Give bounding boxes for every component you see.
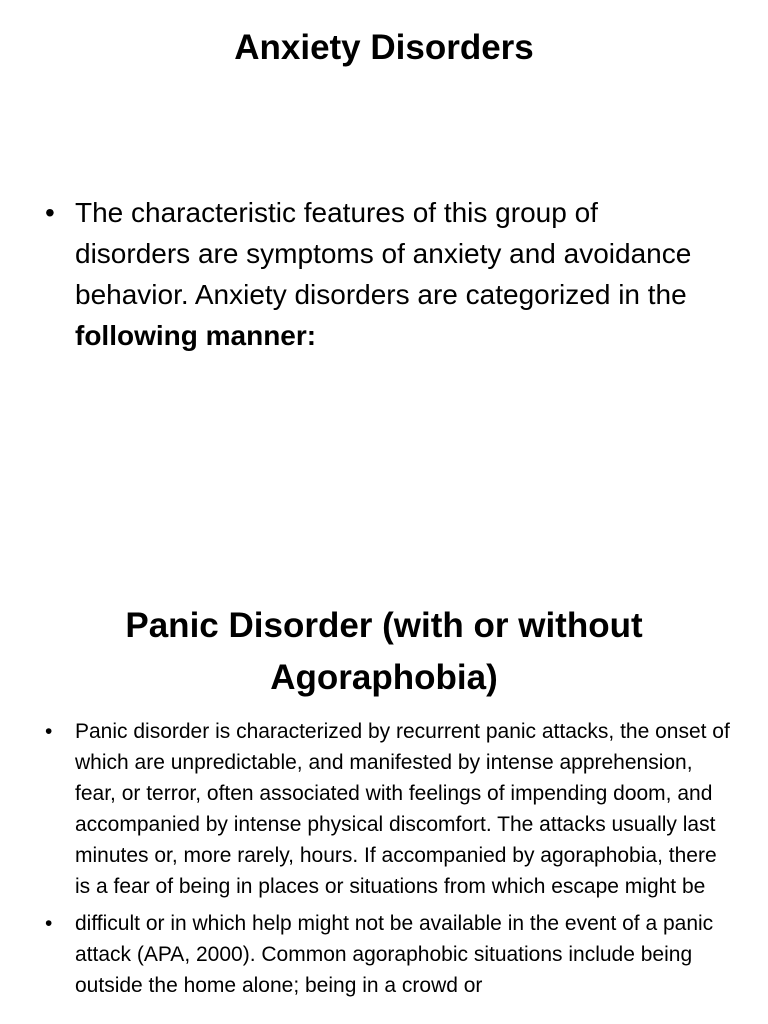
slide-title: Panic Disorder (with or without Agoraphobia) bbox=[125, 606, 643, 697]
slide-title: Anxiety Disorders bbox=[234, 28, 534, 67]
bullet-list bbox=[45, 192, 705, 356]
slide-panic-disorder bbox=[0, 580, 768, 1024]
bullet-bold-text: following manner: bbox=[75, 320, 317, 351]
bullet-text: The characteristic features of this group of disorders are symptoms of anxiety and avoidance behavior. Anxiety disorders are categorized in the bbox=[75, 197, 692, 310]
bullet-item: • Panic disorder is characterized by recurrent panic attacks, the onset of which are unpredictable, and manifested by intense apprehension, fear, or terror, often associated with feelings of impending doom, and accompanied by intense physical discomfort. The attacks usually last minutes or, more rarely, hours. If accompanied by agoraphobia, there is a fear of being in places or situations from which escape might be bbox=[45, 716, 735, 902]
bullet-list bbox=[45, 716, 735, 1001]
bullet-item bbox=[45, 192, 705, 356]
bullet-item: • difficult or in which help might not be available in the event of a panic attack (APA, 2000). Common agoraphobic situations include being outside the home alone; being in a crowd or bbox=[45, 908, 735, 1001]
